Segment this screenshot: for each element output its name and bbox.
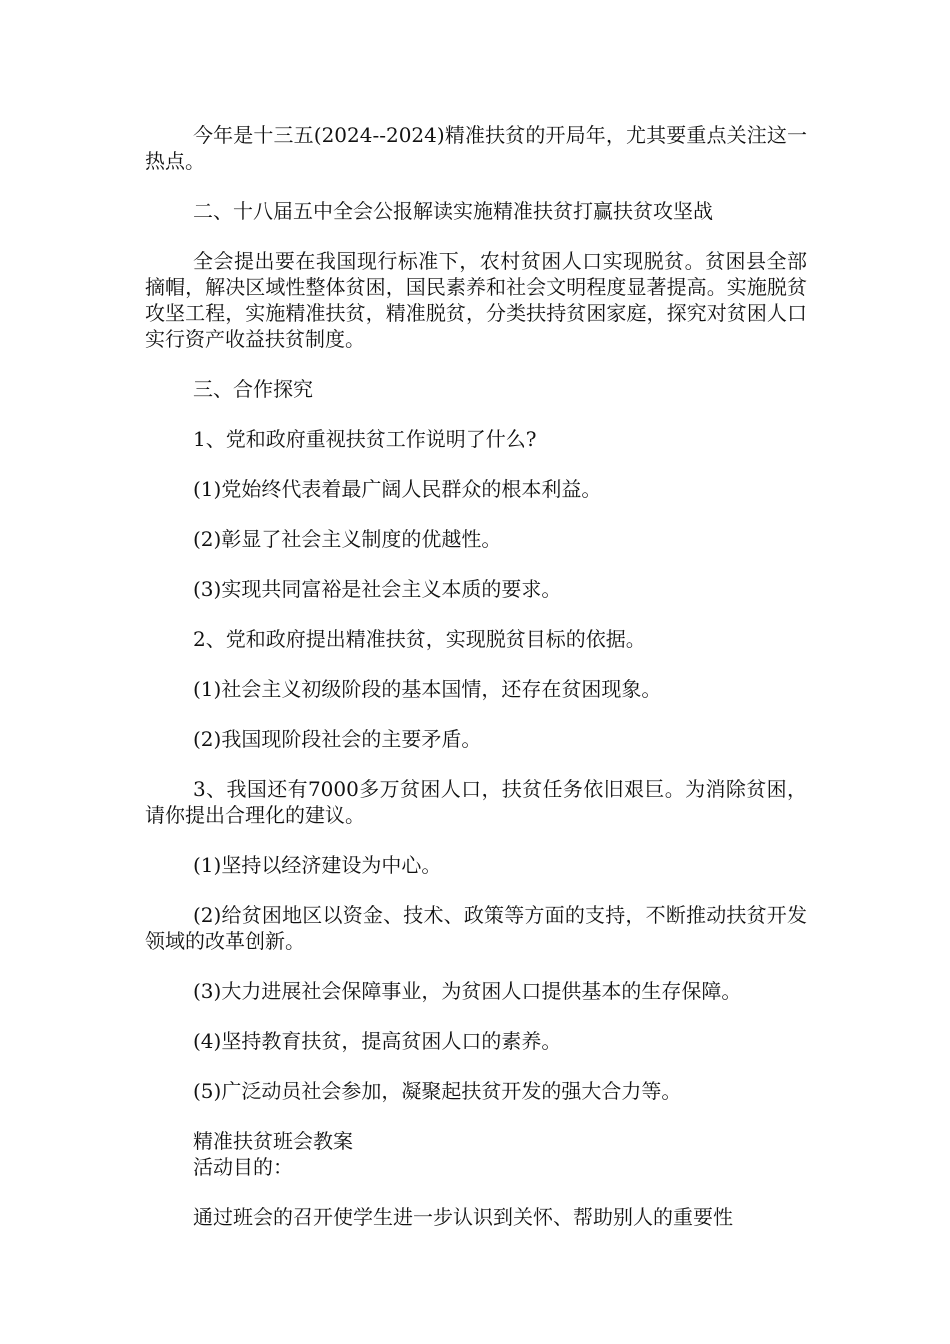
- lesson-plan-title: 精准扶贫班会教案: [193, 1129, 353, 1153]
- answer-3-1: (1)坚持以经济建设为中心。: [193, 853, 442, 877]
- answer-3-3: (3)大力进展社会保障事业，为贫困人口提供基本的生存保障。: [193, 979, 742, 1003]
- answer-3-5: (5)广泛动员社会参加，凝聚起扶贫开发的强大合力等。: [193, 1079, 682, 1103]
- question-2: 2、党和政府提出精准扶贫，实现脱贫目标的依据。: [193, 627, 646, 651]
- answer-1-3: (3)实现共同富裕是社会主义本质的要求。: [193, 577, 562, 601]
- answer-2-1: (1)社会主义初级阶段的基本国情，还存在贫困现象。: [193, 677, 662, 701]
- activity-purpose-label: 活动目的：: [193, 1155, 293, 1179]
- answer-3-2: (2)给贫困地区以资金、技术、政策等方面的支持，不断推动扶贫开发领域的改革创新。: [145, 903, 807, 953]
- section-heading-3: 三、合作探究: [193, 377, 313, 401]
- answer-3-4: (4)坚持教育扶贫，提高贫困人口的素养。: [193, 1029, 562, 1053]
- paragraph-plenary: 全会提出要在我国现行标准下，农村贫困人口实现脱贫。贫困县全部摘帽，解决区域性整体贫困，国民素养和社会文明程度显著提高。实施脱贫攻坚工程，实施精准扶贫，精准脱贫，分类扶持贫困家庭，探究对贫困人口实行资产收益扶贫制度。: [145, 249, 807, 351]
- activity-purpose-text: 通过班会的召开使学生进一步认识到关怀、帮助别人的重要性: [193, 1205, 733, 1229]
- section-heading-2: 二、十八届五中全会公报解读实施精准扶贫打赢扶贫攻坚战: [193, 199, 713, 223]
- document-body: [145, 122, 807, 1254]
- answer-1-2: (2)彰显了社会主义制度的优越性。: [193, 527, 502, 551]
- paragraph-intro: 今年是十三五(2024--2024)精准扶贫的开局年，尤其要重点关注这一热点。: [145, 123, 807, 173]
- answer-2-2: (2)我国现阶段社会的主要矛盾。: [193, 727, 482, 751]
- question-3: 3、我国还有7000多万贫困人口，扶贫任务依旧艰巨。为消除贫困，请你提出合理化的建议。: [145, 777, 807, 827]
- answer-1-1: (1)党始终代表着最广阔人民群众的根本利益。: [193, 477, 602, 501]
- question-1: 1、党和政府重视扶贫工作说明了什么?: [193, 427, 537, 451]
